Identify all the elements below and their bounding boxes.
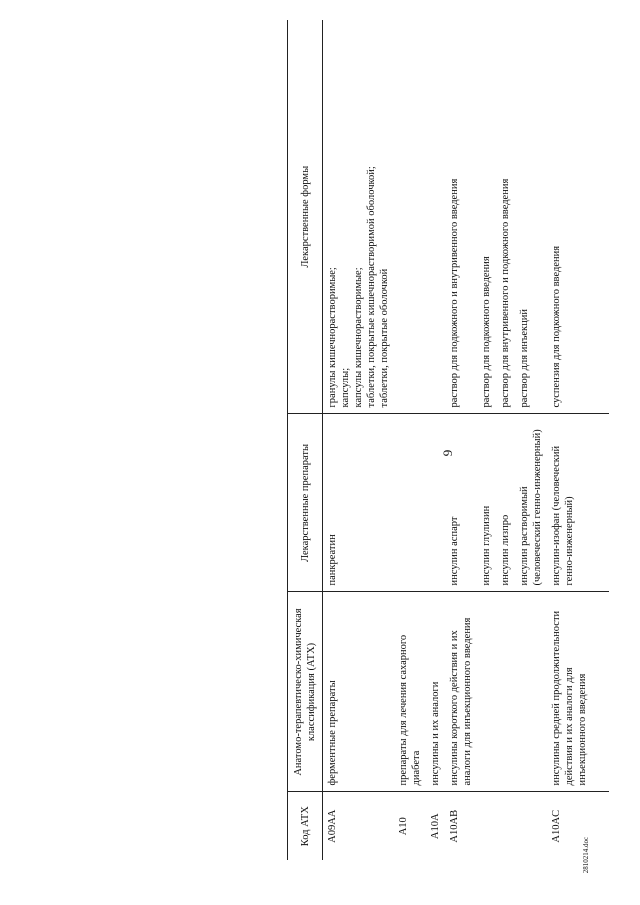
cell-classification — [477, 592, 496, 792]
table-row — [394, 20, 426, 860]
dosage-form-line: таблетки, покрытые кишечнорастворимой оболочкой; — [366, 166, 377, 408]
table-row — [496, 20, 515, 860]
cell-code: A10AB — [449, 809, 460, 843]
header-row — [288, 20, 323, 860]
cell-preparation: инсулин-изофан (человеческий генно-инженерный) — [547, 414, 609, 592]
dosage-form-line: таблетки, покрытые оболочкой — [379, 268, 390, 408]
document-sheet — [287, 20, 640, 860]
cell-forms — [445, 20, 477, 414]
cell-preparation: панкреатин — [323, 414, 395, 592]
cell-code: A10A — [430, 813, 441, 840]
cell-forms — [515, 20, 547, 414]
cell-forms — [477, 20, 496, 414]
dosage-form-line: капсулы; — [340, 367, 351, 408]
cell-preparation: инсулин растворимый (человеческий генно-инженерный) — [515, 414, 547, 592]
atc-table — [287, 20, 609, 860]
cell-forms — [547, 20, 609, 414]
table-row — [323, 20, 395, 860]
header-code: Код АТХ — [288, 792, 323, 860]
cell-preparation: инсулин аспарт — [445, 414, 477, 592]
cell-code: A09AA — [327, 809, 338, 843]
dosage-form-line: гранулы кишечнорастворимые; — [327, 267, 338, 408]
cell-code — [496, 792, 515, 860]
cell-preparation — [426, 414, 445, 592]
cell-preparation: инсулин лизпро — [496, 414, 515, 592]
table-row — [547, 20, 609, 860]
cell-classification: инсулины короткого действия и их аналоги для инъекционного введения — [445, 592, 477, 792]
cell-code: A10AC — [551, 809, 562, 843]
table-row — [515, 20, 547, 860]
cell-code — [515, 792, 547, 860]
table-row — [477, 20, 496, 860]
footer-code: 2810214.doc — [582, 836, 590, 874]
cell-classification: инсулины и их аналоги — [426, 592, 445, 792]
dosage-form-line: капсулы кишечнорастворимые; — [353, 267, 364, 408]
header-forms: Лекарственные формы — [288, 20, 323, 414]
cell-code — [477, 792, 496, 860]
table-body — [323, 20, 610, 860]
cell-code: A10 — [398, 817, 409, 836]
table-row — [426, 20, 445, 860]
dosage-form-line: раствор для внутривенного и подкожного введения — [500, 178, 511, 408]
header-preparations: Лекарственные препараты — [288, 414, 323, 592]
cell-classification — [496, 592, 515, 792]
dosage-form-line: суспензия для подкожного введения — [551, 245, 562, 408]
header-classification: Анатомо-терапевтическо-химическая классификация (АТХ) — [288, 592, 323, 792]
cell-preparation: инсулин глулизин — [477, 414, 496, 592]
cell-classification: препараты для лечения сахарного диабета — [394, 592, 426, 792]
cell-forms — [323, 20, 395, 414]
cell-classification: инсулины средней продолжительности действия и их аналоги для инъекционного введения — [547, 592, 609, 792]
cell-forms — [496, 20, 515, 414]
dosage-form-line: раствор для подкожного и внутривенного введения — [449, 178, 460, 408]
page-number: 9 — [440, 449, 455, 457]
table-row — [445, 20, 477, 860]
cell-preparation — [394, 414, 426, 592]
cell-classification: ферментные препараты — [323, 592, 395, 792]
dosage-form-line: раствор для инъекций — [519, 309, 530, 408]
dosage-form-line: раствор для подкожного введения — [481, 256, 492, 408]
cell-forms — [426, 20, 445, 414]
cell-forms — [394, 20, 426, 414]
cell-classification — [515, 592, 547, 792]
